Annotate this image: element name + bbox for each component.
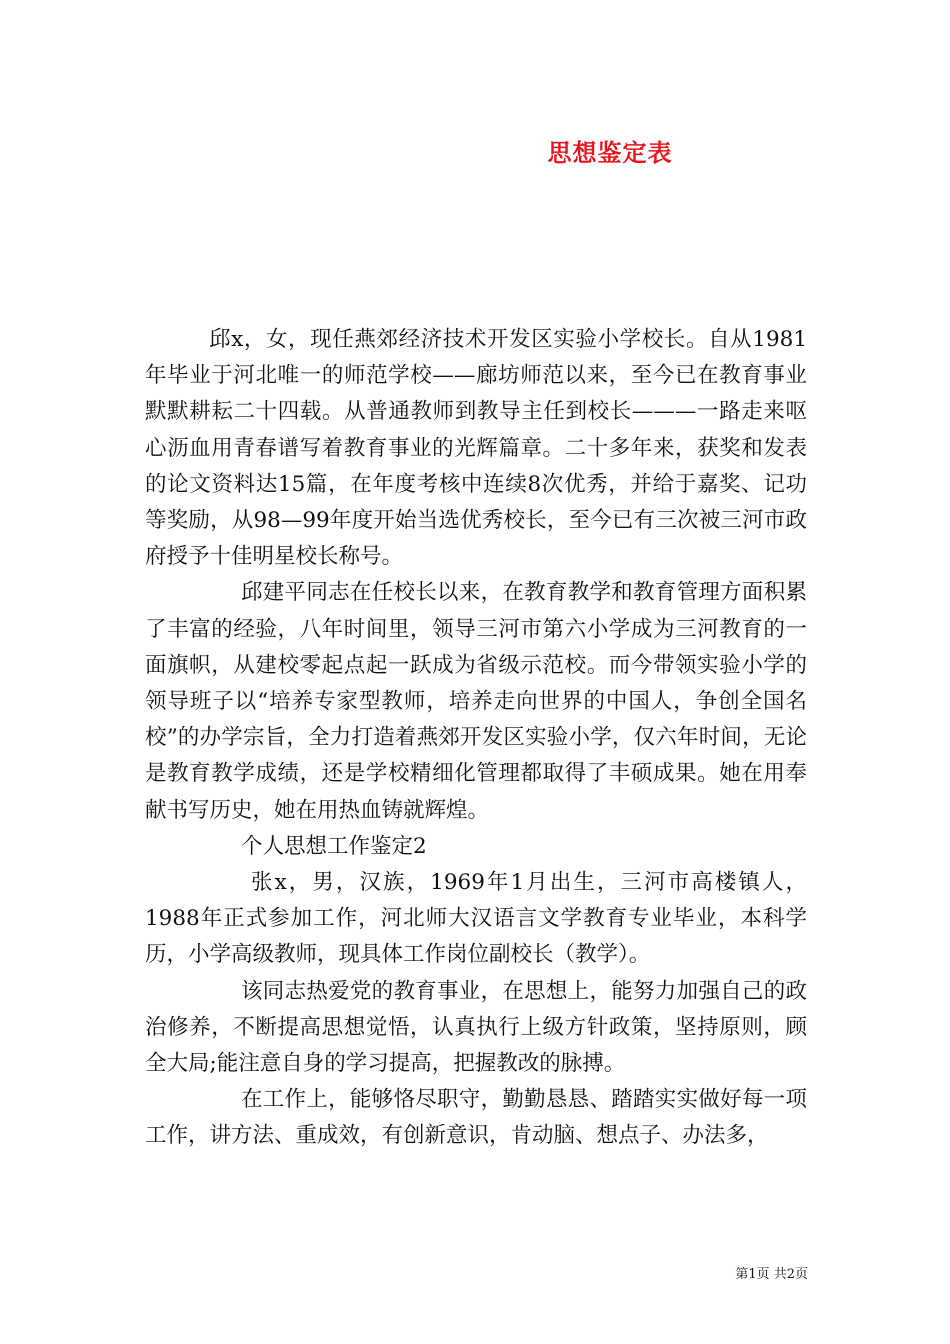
paragraph-principal-bio: 邱x，女，现任燕郊经济技术开发区实验小学校长。自从1981年毕业于河北唯一的师范学校——廊坊师范以来，至今已在教育事业默默耕耘二十四载。从普通教师到教导主任到校长———一路走来呕心沥血用青春谱写着教育事业的光辉篇章。二十多年来，获奖和发表的论文资料达15篇，在年度考核中连续8次优秀，并给于嘉奖、记功等奖励，从98—99年度开始当选优秀校长，至今已有三次被三河市政府授予十佳明星校长称号。 — [145, 327, 807, 570]
paragraph-work: 在工作上，能够恪尽职守，勤勤恳恳、踏踏实实做好每一项工作，讲方法、重成效，有创新意识，肯动脑、想点子、办法多， — [145, 1087, 807, 1149]
document-title: 思想鉴定表 — [547, 138, 673, 167]
paragraph-vice-principal-bio: 张x，男，汉族，1969年1月出生，三河市高楼镇人，1988年正式参加工作，河北师大汉语言文学教育专业毕业，本科学历，小学高级教师，现具体工作岗位副校长（教学）。 — [145, 870, 807, 968]
paragraph-ideology: 该同志热爱党的教育事业，在思想上，能努力加强自己的政治修养，不断提高思想觉悟，认真执行上级方针政策，坚持原则，顾全大局;能注意自身的学习提高，把握教改的脉搏。 — [145, 978, 807, 1077]
document-body — [145, 322, 807, 1155]
paragraph-principal-achievements: 邱建平同志在任校长以来，在教育教学和教育管理方面积累了丰富的经验，八年时间里，领导三河市第六小学成为三河教育的一面旗帜，从建校零起点起一跃成为省级示范校。而今带领实验小学的领导班子以“培养专家型教师，培养走向世界的中国人，争创全国名校”的办学宗旨，全力打造着燕郊开发区实验小学，仅六年时间，无论是教育教学成绩，还是学校精细化管理都取得了丰硕成果。她在用奉献书写历史，她在用热血铸就辉煌。 — [145, 580, 807, 823]
section-heading: 个人思想工作鉴定2 — [241, 833, 427, 859]
page-number: 第1页 共2页 — [735, 1267, 808, 1282]
